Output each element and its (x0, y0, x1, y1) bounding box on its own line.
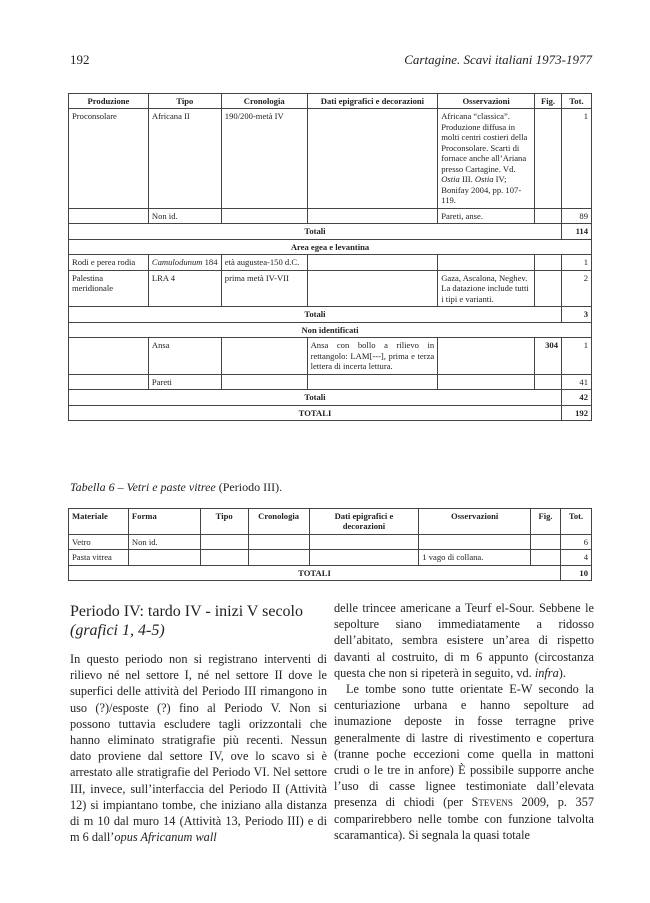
section-title-ref: (grafici 1, 4-5) (70, 622, 165, 639)
totals-row (69, 390, 592, 405)
cell-produzione: Proconsolare (69, 109, 149, 208)
cell-dati (307, 255, 438, 270)
cell-produzione: Rodi e perea rodia (69, 255, 149, 270)
cell-osservazioni (438, 109, 535, 208)
cell-cronologia (248, 550, 309, 565)
totals-label: Totali (69, 390, 562, 405)
tipo-text: Camulodunum (151, 257, 203, 268)
cell-tot: 1 (561, 109, 591, 208)
table-row (69, 255, 592, 270)
cell-tot: 89 (561, 208, 591, 223)
glass-table (68, 508, 592, 581)
cell-tipo: Ansa (148, 338, 221, 374)
paragraph (334, 600, 594, 681)
cell-tipo (200, 550, 248, 565)
section-heading: Non identificati (69, 322, 592, 337)
cell-fig (535, 109, 562, 208)
cell-cronologia (221, 374, 307, 389)
paragraph-text: ). (558, 665, 566, 680)
cell-tipo: LRA 4 (148, 270, 221, 306)
paragraph-text: infra (534, 665, 559, 680)
cell-dati: Ansa con bollo a rilievo in rettangolo: LAM[---], prima e terza lettera di incerta lettura. (307, 338, 438, 374)
cell-produzione (69, 208, 149, 223)
oss-text: IV; Bonifay 2004, pp. 107-119. (441, 174, 522, 206)
table-caption (70, 480, 282, 495)
cell-fig (535, 208, 562, 223)
cell-tot: 2 (561, 270, 591, 306)
cell-fig (535, 255, 562, 270)
paragraph-text: 2009, p. 357 comparirebbero nelle tombe con funzione talvolta scaramantica). Si segnala la quasi totale (334, 795, 594, 842)
cell-tipo (200, 534, 248, 549)
col-header: Dati epigrafici e decorazioni (309, 509, 419, 535)
grand-total-value: 10 (561, 565, 592, 580)
cell-cronologia: età augustea-150 d.C. (221, 255, 307, 270)
section-title-line: Periodo IV: tardo IV - inizi V secolo (70, 603, 303, 620)
col-header: Fig. (535, 94, 562, 109)
cell-produzione: Palestina meridionale (69, 270, 149, 306)
section-heading: Area egea e levantina (69, 239, 592, 254)
tipo-text: 184 (202, 257, 218, 268)
page-number: 192 (70, 52, 90, 67)
cell-osservazioni: Pareti, anse. (438, 208, 535, 223)
col-header: Forma (128, 509, 200, 535)
totals-value: 42 (561, 390, 591, 405)
table-row (69, 270, 592, 306)
col-header: Produzione (69, 94, 149, 109)
cell-cronologia (221, 208, 307, 223)
cell-produzione (69, 338, 149, 374)
table-row (69, 534, 592, 549)
grand-total-label: TOTALI (69, 565, 561, 580)
cell-fig (531, 550, 561, 565)
cell-osservazioni: 1 vago di collana. (419, 550, 531, 565)
cell-fig (535, 374, 562, 389)
table-row (69, 374, 592, 389)
cell-osservazioni: Gaza, Ascalona, Neghev. La datazione include tutti i tipi e varianti. (438, 270, 535, 306)
grand-total-label: TOTALI (69, 405, 562, 420)
cell-forma (128, 550, 200, 565)
paragraph-text: In questo periodo non si registrano interventi di rilievo né nel settore I, né nel settore II dove le superfici delle attività del Periodo III rimangono in uso (?)/esposte (?) fino al Periodo V. Non si possono tuttavia escludere tagli orizzontali che hanno eliminato stratigrafie più recenti. Nessun dato proviene dal settore IV, ove lo scavo si è arrestato alle stratigrafie del Periodo VI. Nel settore III, invece, sull’interfaccia del Periodo II (Attività 12) si impiantano tombe, che iniziano alla distanza di m 10 dal muro 14 (Attività 13, Periodo III) e di m 6 dall’ (70, 652, 327, 845)
caption-title: Tabella 6 – Vetri e paste vitree (70, 480, 216, 494)
cell-tot: 4 (561, 550, 592, 565)
cell-forma: Non id. (128, 534, 200, 549)
running-title: Cartagine. Scavi italiani 1973-1977 (404, 52, 592, 67)
cell-fig: 304 (535, 338, 562, 374)
oss-text: Ostia (474, 174, 494, 185)
cell-cronologia (221, 338, 307, 374)
table-row (69, 109, 592, 208)
cell-tipo (148, 255, 221, 270)
paragraph-text: opus Africanum wall (114, 830, 217, 845)
grand-total-row (69, 405, 592, 420)
cell-dati (309, 550, 419, 565)
paragraph (334, 681, 594, 843)
oss-text: Ostia (441, 174, 460, 185)
col-header: Dati epigrafici e decorazioni (307, 94, 438, 109)
col-header: Fig. (531, 509, 561, 535)
table-header-row (69, 94, 592, 109)
cell-osservazioni (419, 534, 531, 549)
cell-tot: 1 (561, 255, 591, 270)
totals-label: Totali (69, 307, 562, 322)
col-header: Tot. (561, 509, 592, 535)
table-row (69, 208, 592, 223)
cell-dati (307, 374, 438, 389)
totals-value: 114 (561, 224, 591, 239)
totals-row (69, 224, 592, 239)
paragraph (70, 651, 327, 845)
paragraph-text: Le tombe sono tutte orientate E-W secondo la centuriazione urbana e hanno sepolture ad inumazione deposte in fosse terragne prive generalmente di lastre di rivestimento e copertura (tranne poche eccezioni come quella in mattoni crudi o le tre in anfore) È possibile supporre anche l’uso di casse lignee testimoniate dall’elevata presenza di chiodi (per (334, 682, 594, 810)
cell-osservazioni (438, 338, 535, 374)
cell-osservazioni (438, 255, 535, 270)
totals-label: Totali (69, 224, 562, 239)
cell-cronologia: prima metà IV-VII (221, 270, 307, 306)
col-header: Cronologia (248, 509, 309, 535)
amphora-table (68, 93, 592, 421)
col-header: Cronologia (221, 94, 307, 109)
section-row (69, 322, 592, 337)
caption-period: (Periodo III). (215, 480, 283, 494)
oss-text: Africana “classica”. Produzione diffusa in molti centri costieri della Proconsolare. Scarti di fornace anche all’Ariana presso Cartagine. Vd. (441, 111, 528, 174)
col-header: Osservazioni (438, 94, 535, 109)
totals-value: 3 (561, 307, 591, 322)
grand-total-value: 192 (561, 405, 591, 420)
col-header: Osservazioni (419, 509, 531, 535)
cell-dati (307, 208, 438, 223)
oss-text: III. (459, 174, 475, 185)
cell-cronologia: 190/200-metà IV (221, 109, 307, 208)
cell-tipo: Pareti (148, 374, 221, 389)
cell-tot: 1 (561, 338, 591, 374)
col-header: Materiale (69, 509, 129, 535)
col-header: Tot. (561, 94, 591, 109)
cell-fig (535, 270, 562, 306)
table-header-row (69, 509, 592, 535)
cell-tipo: Non id. (148, 208, 221, 223)
cell-osservazioni (438, 374, 535, 389)
cell-dati (307, 270, 438, 306)
totals-row (69, 307, 592, 322)
cell-tot: 41 (561, 374, 591, 389)
grand-total-row (69, 565, 592, 580)
table-row (69, 550, 592, 565)
left-column (70, 602, 327, 845)
cell-tot: 6 (561, 534, 592, 549)
cell-dati (307, 109, 438, 208)
paragraph-text: delle trincee americane a Teurf el-Sour. Sebbene le sepolture siano immediatamente a ridosso dell’abitato, sembra esistere un’area di rispetto davanti al costruito, di m 6 appunto (circostanza questa che non si ripeterà in seguito, vd. (334, 601, 594, 680)
cell-produzione (69, 374, 149, 389)
cell-dati (309, 534, 419, 549)
section-row (69, 239, 592, 254)
cell-materiale: Vetro (69, 534, 129, 549)
col-header: Tipo (200, 509, 248, 535)
cell-tipo: Africana II (148, 109, 221, 208)
author-name: Stevens (471, 795, 513, 810)
col-header: Tipo (148, 94, 221, 109)
table-row (69, 338, 592, 374)
right-column (334, 600, 594, 843)
cell-fig (531, 534, 561, 549)
cell-cronologia (248, 534, 309, 549)
cell-materiale: Pasta vitrea (69, 550, 129, 565)
section-title (70, 602, 327, 640)
